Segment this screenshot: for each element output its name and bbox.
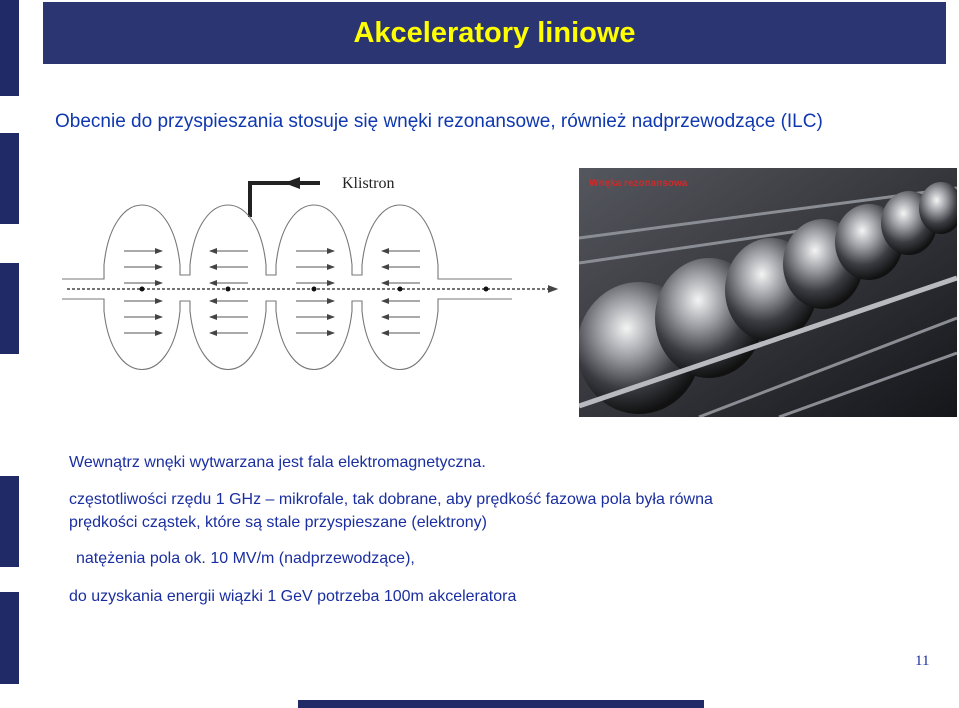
title-bar xyxy=(43,2,946,64)
slide-title: Akceleratory liniowe xyxy=(353,16,636,49)
bunch-5 xyxy=(484,287,489,292)
klystron-label: Klistron xyxy=(342,175,395,192)
page-number: 11 xyxy=(915,653,930,669)
sidebar-block-5 xyxy=(0,592,19,684)
bunch-1 xyxy=(140,287,145,292)
bunch-4 xyxy=(398,287,403,292)
body-line-3: prędkości cząstek, które są stale przyspieszane (elektrony) xyxy=(69,514,487,531)
body-line-5: do uzyskania energii wiązki 1 GeV potrzeba 100m akceleratora xyxy=(69,588,517,605)
body-line-2: częstotliwości rzędu 1 GHz – mikrofale, tak dobrane, aby prędkość fazowa pola była równa xyxy=(69,491,713,508)
sidebar-block-2 xyxy=(0,133,19,224)
cavity-photo-illustration xyxy=(579,168,957,417)
bottom-bar xyxy=(298,700,704,708)
cavity-outline-top xyxy=(62,205,512,279)
photo-label: Wnęka rezonansowa xyxy=(589,178,688,189)
cavity-outline-bottom xyxy=(62,299,512,370)
sidebar-block-3 xyxy=(0,263,19,354)
cavity-diagram xyxy=(62,165,562,370)
klystron-arrow xyxy=(284,177,300,189)
cavity-photo xyxy=(579,168,957,417)
body-line-1: Wewnątrz wnęki wytwarzana jest fala elektromagnetyczna. xyxy=(69,454,486,471)
bunch-3 xyxy=(312,287,317,292)
slide-subtitle: Obecnie do przyspieszania stosuje się wnęki rezonansowe, również nadprzewodzące (ILC) xyxy=(55,111,823,132)
sidebar-block-4 xyxy=(0,476,19,567)
klystron-waveguide xyxy=(250,183,320,217)
body-line-4: natężenia pola ok. 10 MV/m (nadprzewodzące), xyxy=(76,550,415,567)
sidebar-block-1 xyxy=(0,0,19,96)
bunch-2 xyxy=(226,287,231,292)
